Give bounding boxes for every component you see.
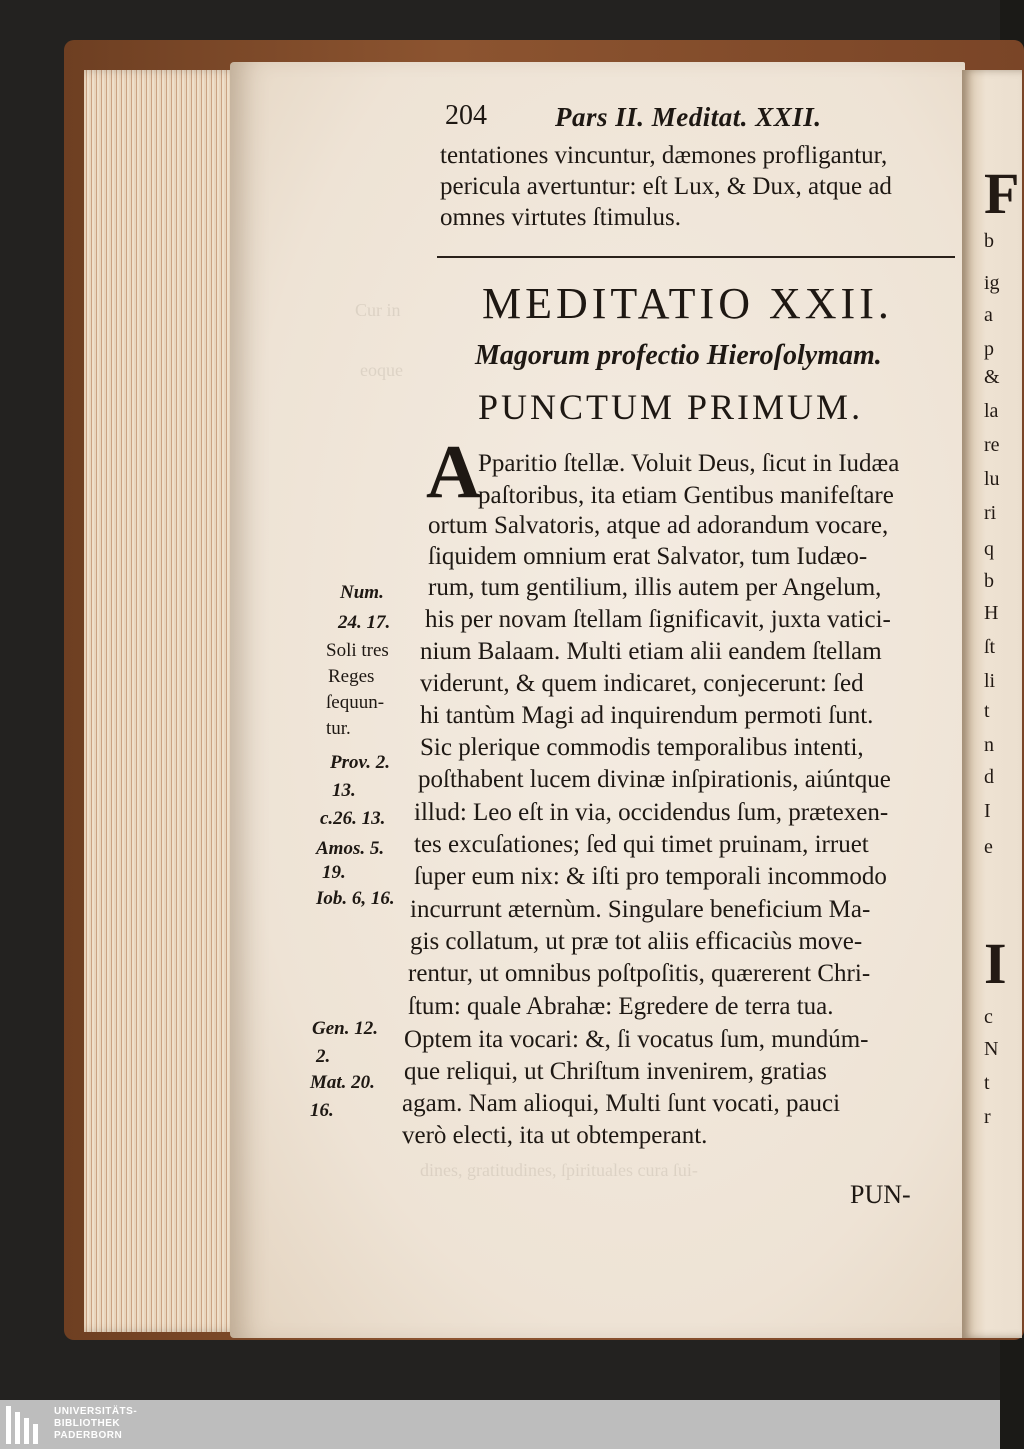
facing-page-fragment: F [984,161,1020,226]
drop-cap: A [426,430,481,514]
body-line: tes excuſationes; ſed qui timet pruinam, irruet [414,831,869,858]
marginal-note: Soli tres [326,640,389,661]
body-line: paſtoribus, ita etiam Gentibus manifeſtare [478,482,894,509]
facing-page-fragment: li [984,670,996,692]
page-number: 204 [445,100,487,131]
body-line: his per novam ſtellam ſignificavit, juxta vatici- [425,606,891,633]
library-logo-icon [6,1406,46,1444]
continuation-line: omnes virtutes ſtimulus. [440,204,681,231]
section-heading: PUNCTUM PRIMUM. [478,387,864,427]
facing-page-fragment: t [984,1072,990,1094]
facing-page-fragment: lu [984,468,1000,490]
marginal-note: Iob. 6, 16. [316,888,395,909]
show-through-2: eoque [360,360,403,380]
marginal-note: Gen. 12. [312,1018,378,1039]
marginal-note: 24. 17. [338,612,391,633]
facing-page-fragment: r [984,1106,991,1128]
library-name-line: UNIVERSITÄTS- [54,1406,138,1417]
facing-page-fragment: ſt [984,636,996,658]
library-name-line: PADERBORN [54,1430,123,1441]
facing-page-fragment: p [984,338,994,360]
marginal-note: 13. [332,780,356,801]
body-line: Sic plerique commodis temporalibus intenti, [420,734,864,761]
body-line: poſthabent lucem divinæ inſpirationis, aiúntque [418,766,891,793]
marginal-note: Amos. 5. [316,838,385,859]
body-line: agam. Nam alioqui, Multi ſunt vocati, pauci [402,1090,841,1117]
facing-page-fragment: e [984,836,993,858]
body-line: ſtum: quale Abrahæ: Egredere de terra tua. [408,993,834,1020]
facing-page-fragment: b [984,230,994,252]
body-line: gis collatum, ut præ tot aliis efficaciùs move- [410,928,863,955]
facing-page-fragment: & [984,366,1000,388]
facing-page-fragment: re [984,434,1000,456]
marginal-note: Num. [340,582,384,603]
body-line: que reliqui, ut Chriſtum invenirem, gratias [404,1058,827,1085]
body-line: Pparitio ſtellæ. Voluit Deus, ſicut in Iudæa [478,450,900,477]
show-through-1: Cur in [355,300,401,320]
body-line: Optem ita vocari: &, ſi vocatus ſum, mundúm- [404,1026,869,1053]
marginal-note: Mat. 20. [310,1072,375,1093]
facing-page-fragment: n [984,734,994,756]
facing-page-fragment: a [984,304,993,326]
marginal-note: c.26. 13. [320,808,386,829]
body-line: rum, tum gentilium, illis autem per Angelum, [428,574,882,601]
marginal-note: ſequun- [326,692,385,713]
facing-page-fragment: t [984,700,990,722]
facing-page-fragment: b [984,570,994,592]
marginal-note: tur. [326,718,351,739]
body-line: verò electi, ita ut obtemperant. [402,1122,708,1149]
facing-page-fragment: q [984,538,994,560]
facing-page-fragment: la [984,400,999,422]
marginal-note: 16. [310,1100,334,1121]
library-name-line: BIBLIOTHEK [54,1418,121,1429]
body-line: ſiquidem omnium erat Salvator, tum Iudæo- [428,543,868,570]
facing-page-fragment: c [984,1006,993,1028]
running-title: Pars II. Meditat. XXII. [555,102,822,132]
facing-page-fragment: ig [984,272,1000,294]
body-line: viderunt, & quem indicaret, conjecerunt: ſed [420,670,864,697]
meditation-subtitle: Magorum profectio Hieroſolymam. [475,340,882,371]
facing-page-fragment: I [984,931,1007,996]
marginal-note: Prov. 2. [330,752,390,773]
body-line: rentur, ut omnibus poſtpoſitis, quærerent Chri- [408,960,871,987]
facing-page-fragment: I [984,800,991,822]
continuation-line: tentationes vincuntur, dæmones profligantur, [440,142,888,169]
continuation-line: pericula avertuntur: eſt Lux, & Dux, atque ad [440,173,892,200]
marginal-note: Reges [328,666,375,687]
facing-page-fragment: ri [984,502,997,524]
catchword: PUN- [850,1180,911,1209]
library-footer [0,1400,1000,1449]
body-line: hi tantùm Magi ad inquirendum permoti ſunt. [420,702,874,729]
marginal-note: 19. [322,862,346,883]
body-line: nium Balaam. Multi etiam alii eandem ſtellam [420,638,882,665]
facing-page-fragment: H [984,602,999,624]
body-line: ortum Salvatoris, atque ad adorandum vocare, [428,512,889,539]
facing-page-fragment: N [984,1038,999,1060]
body-line: illud: Leo eſt in via, occidendus ſum, prætexen- [414,799,889,826]
meditation-title: MEDITATIO XXII. [482,279,893,328]
marginal-note: 2. [316,1046,331,1067]
body-line: incurrunt æternùm. Singulare beneficium Ma- [410,896,871,923]
library-name [54,1406,137,1442]
facing-page-fragment: d [984,766,994,788]
body-line: ſuper eum nix: & iſti pro temporali incommodo [414,863,887,890]
show-through-3: dines, gratitudines, ſpirituales cura ſui- [420,1160,698,1180]
